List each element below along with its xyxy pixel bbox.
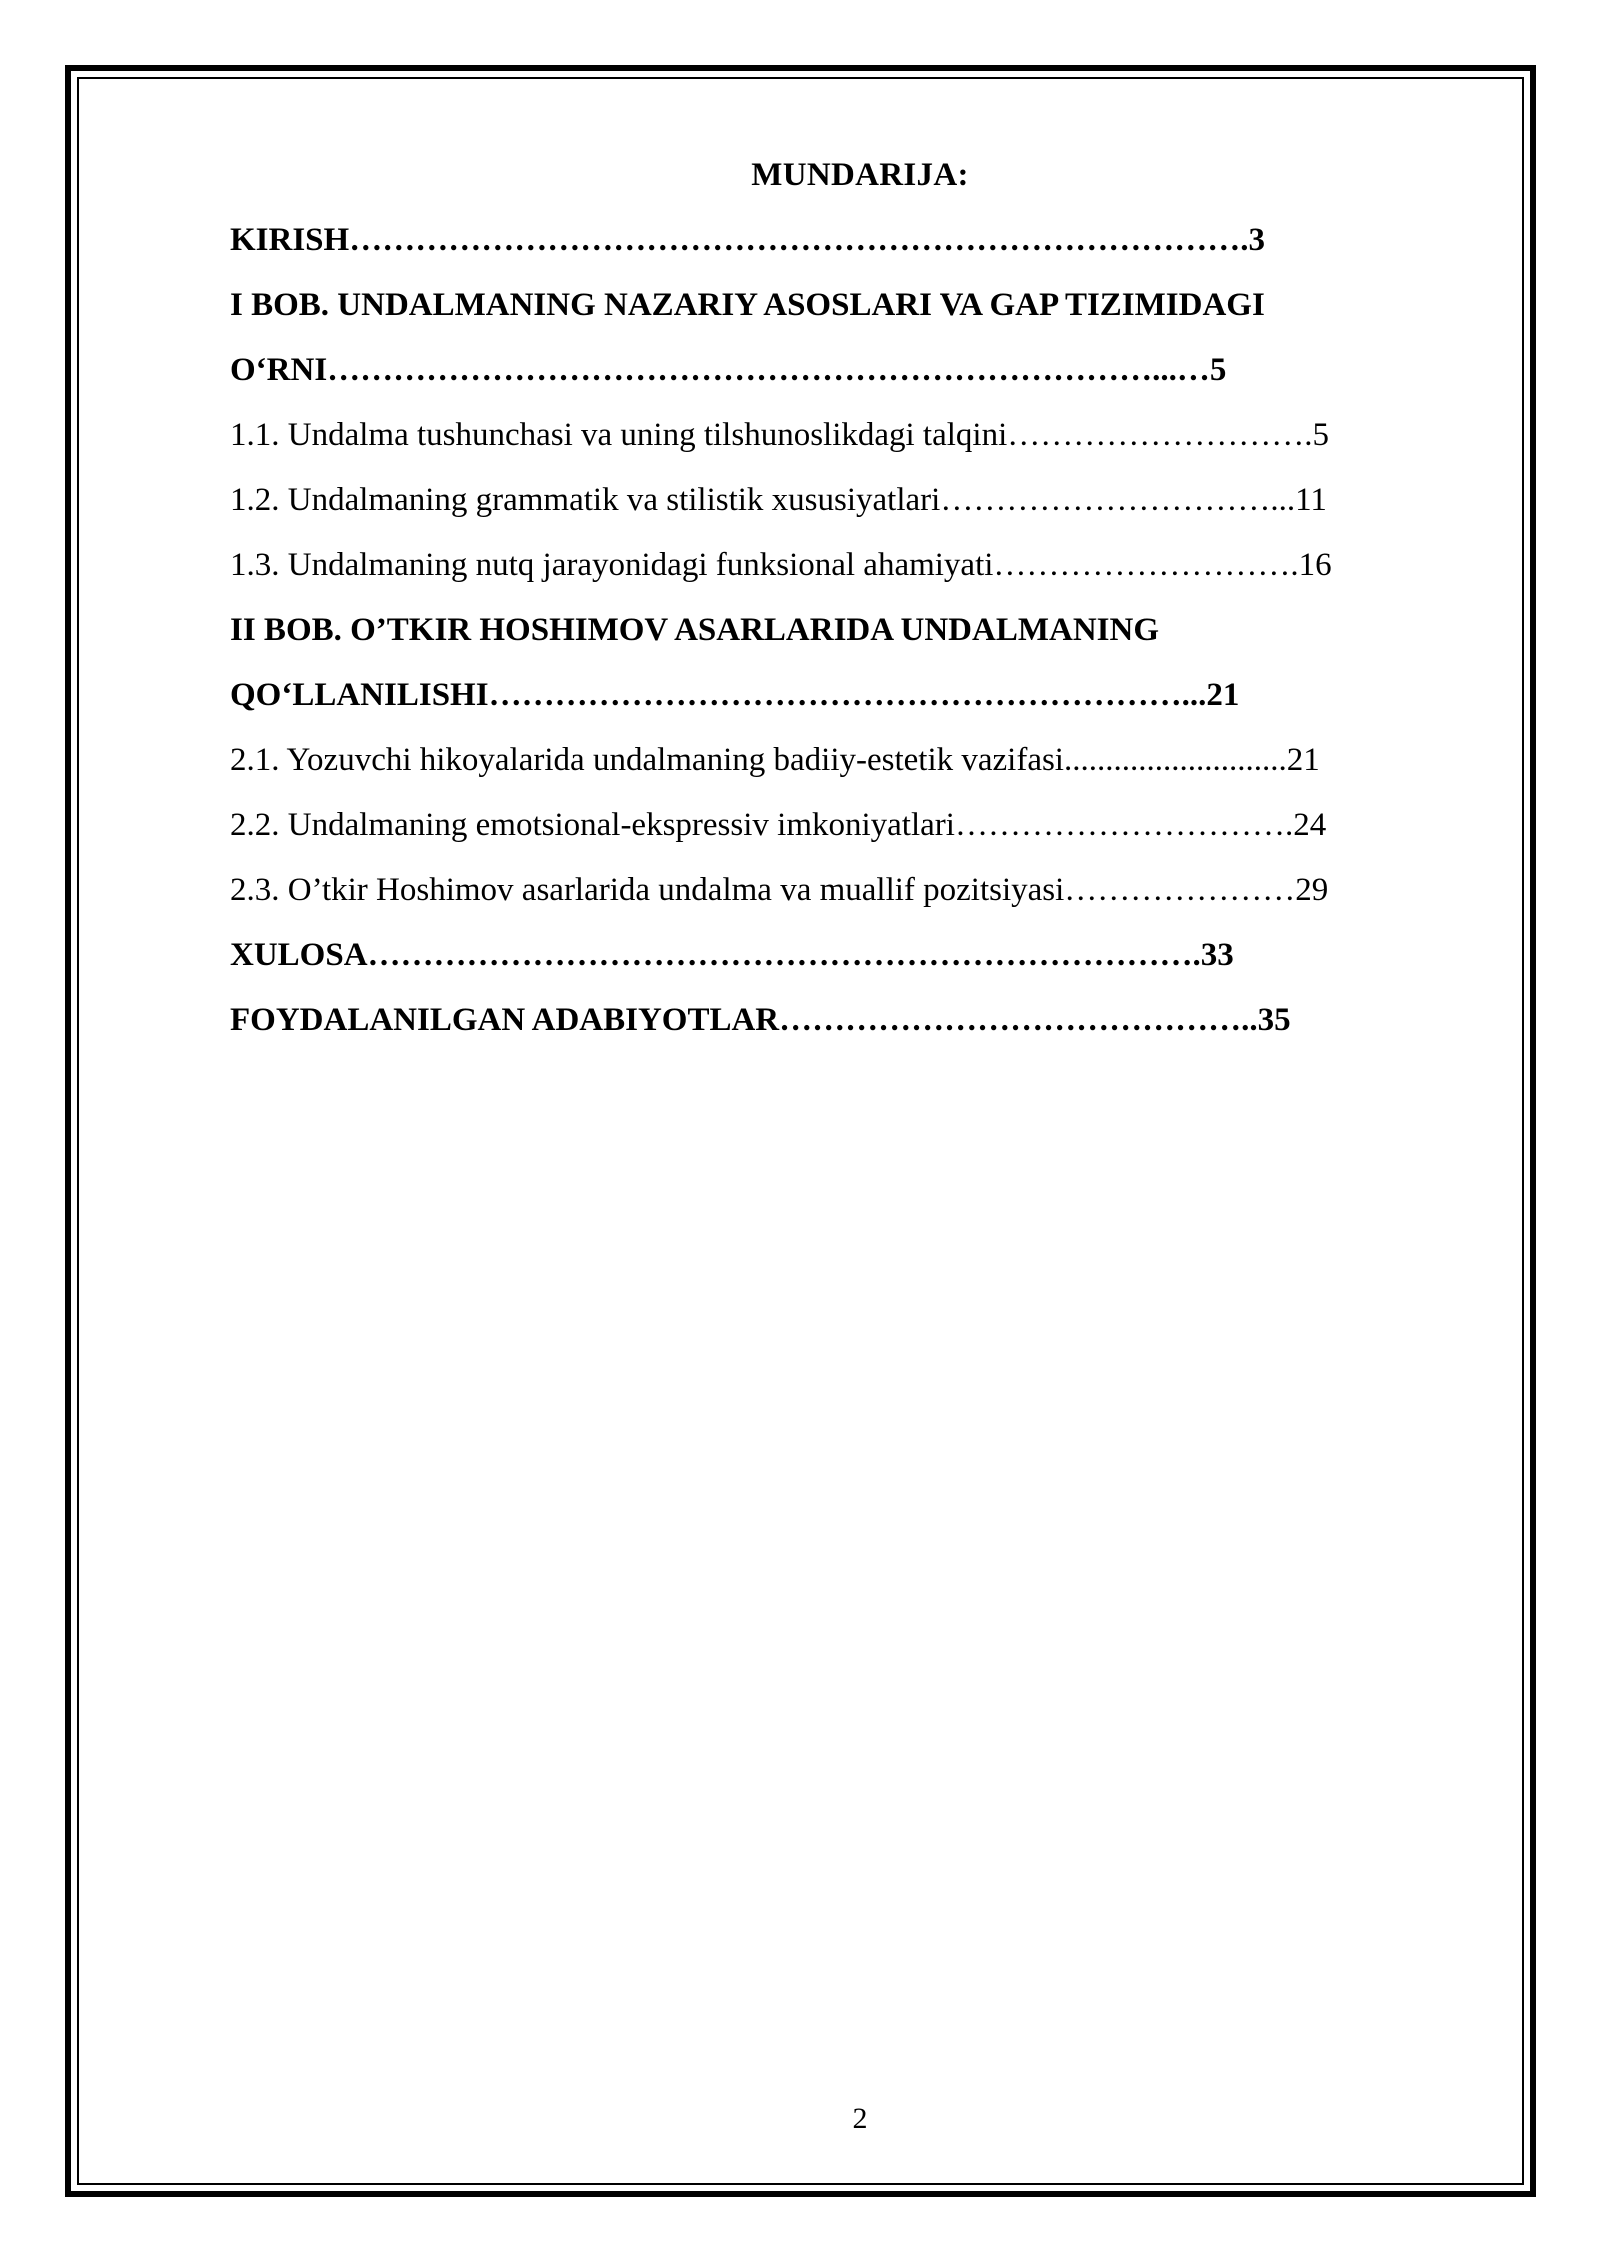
toc-entry-section-2-3: 2.3. O’tkir Hoshimov asarlarida undalma va muallif pozitsiyasi…………………29 xyxy=(230,872,1329,908)
toc-entry-section-1-2: 1.2. Undalmaning grammatik va stilistik xususiyatlari…………………………...11 xyxy=(230,482,1327,518)
toc-entry-kirish: KIRISH……………………………………………………………………….3 xyxy=(230,222,1265,258)
toc-entry-chapter-2-title-cont: QO‘LLANILISHI………………………………………………………...21 xyxy=(230,677,1240,713)
toc-entry-section-1-3: 1.3. Undalmaning nutq jarayonidagi funksional ahamiyati……………………….16 xyxy=(230,547,1332,583)
page-title: MUNDARIJA: xyxy=(751,157,969,193)
toc-entry-section-2-2: 2.2. Undalmaning emotsional-ekspressiv imkoniyatlari………………………….24 xyxy=(230,807,1327,843)
toc-entry-xulosa: XULOSA………………………………………………………………….33 xyxy=(230,937,1234,973)
toc-entry-section-2-1: 2.1. Yozuvchi hikoyalarida undalmaning badiiy-estetik vazifasi...........................21 xyxy=(230,742,1320,778)
toc-entry-chapter-2-title: II BOB. O’TKIR HOSHIMOV ASARLARIDA UNDALMANING xyxy=(230,612,1160,648)
toc-entry-bibliography: FOYDALANILGAN ADABIYOTLAR……………………………………..35 xyxy=(230,1002,1291,1038)
page-number: 2 xyxy=(852,2102,868,2135)
toc-entry-chapter-1-title-cont: O‘RNI…………………………………………………………………...…5 xyxy=(230,352,1227,388)
toc-entry-section-1-1: 1.1. Undalma tushunchasi va uning tilshunoslikdagi talqini……………………….5 xyxy=(230,417,1330,453)
page-border-inner xyxy=(77,77,1524,2185)
toc-entry-chapter-1-title: I BOB. UNDALMANING NAZARIY ASOSLARI VA GAP TIZIMIDAGI xyxy=(230,287,1265,323)
